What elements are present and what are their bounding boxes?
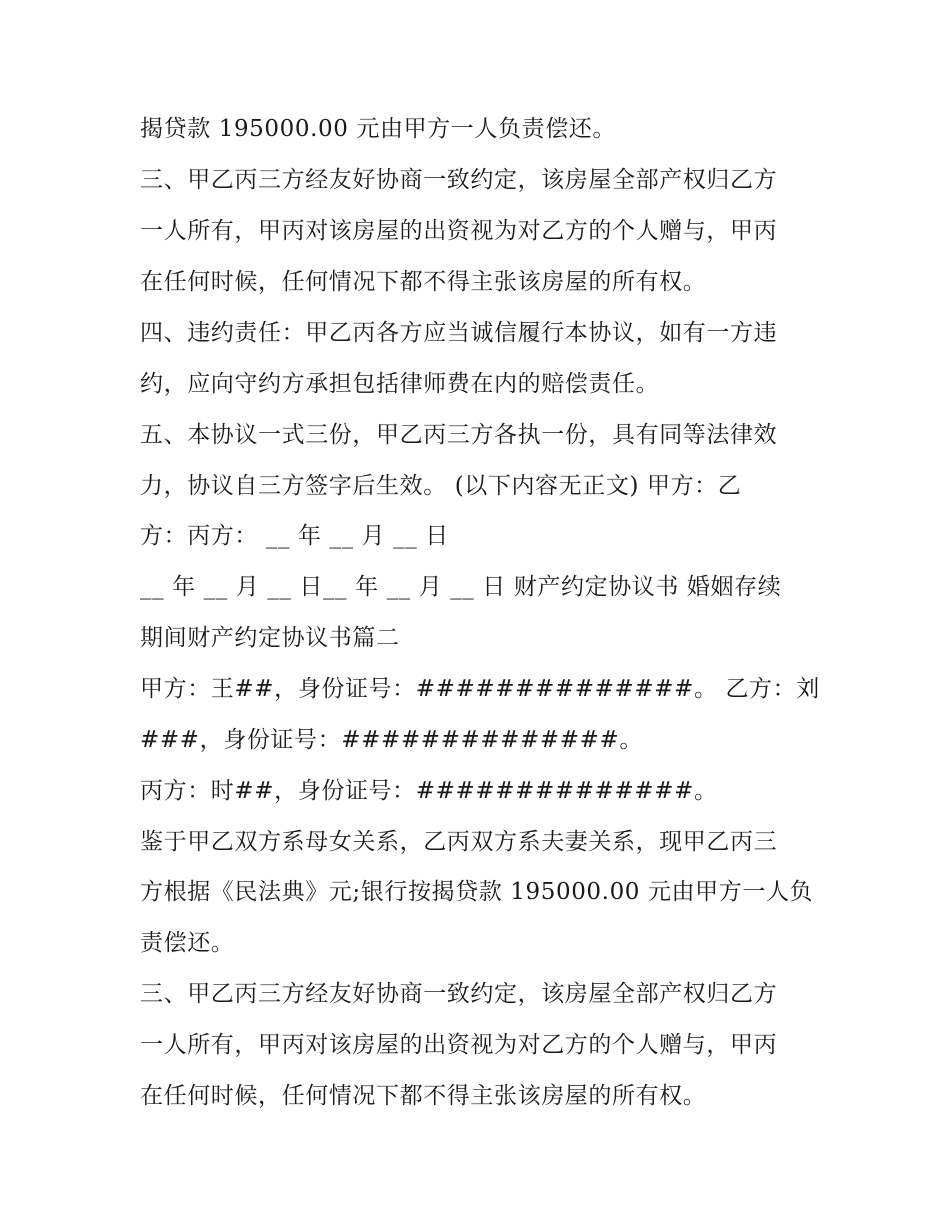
text-line: 约，应向守约方承担包括律师费在内的赔偿责任。	[140, 371, 660, 397]
text-line: 方根据《民法典》元;银行按揭贷款 195000.00 元由甲方一人负	[140, 879, 814, 905]
text-line: 期间财产约定协议书篇二	[140, 625, 400, 651]
text-line: 丙方：时##，身份证号：##############。	[140, 778, 718, 804]
text-line: 揭贷款 195000.00 元由甲方一人负责偿还。	[140, 116, 616, 142]
text-line: 责偿还。	[140, 930, 235, 956]
text-line: 四、违约责任：甲乙丙各方应当诚信履行本协议，如有一方违	[140, 320, 778, 346]
text-line: 在任何时候，任何情况下都不得主张该房屋的所有权。	[140, 1083, 707, 1109]
text-line: 五、本协议一式三份，甲乙丙三方各执一份，具有同等法律效	[140, 422, 778, 448]
text-line: 力，协议自三方签字后生效。 (以下内容无正文) 甲方：乙	[140, 473, 742, 499]
text-line: 甲方：王##，身份证号：##############。 乙方：刘	[140, 676, 820, 702]
text-line: 一人所有，甲丙对该房屋的出资视为对乙方的个人赠与，甲丙	[140, 218, 778, 244]
text-line: 在任何时候，任何情况下都不得主张该房屋的所有权。	[140, 269, 707, 295]
text-line: 三、甲乙丙三方经友好协商一致约定，该房屋全部产权归乙方	[140, 167, 778, 193]
text-line: 鉴于甲乙双方系母女关系，乙丙双方系夫妻关系，现甲乙丙三	[140, 829, 778, 855]
text-line: __ 年 __ 月 __ 日__ 年 __ 月 __ 日 财产约定协议书 婚姻存续	[140, 574, 782, 600]
text-line: 方：丙方： __ 年 __ 月 __ 日	[140, 523, 449, 549]
text-line: 三、甲乙丙三方经友好协商一致约定，该房屋全部产权归乙方	[140, 981, 778, 1007]
text-line: ###，身份证号：##############。	[140, 727, 644, 753]
text-line: 一人所有，甲丙对该房屋的出资视为对乙方的个人赠与，甲丙	[140, 1032, 778, 1058]
